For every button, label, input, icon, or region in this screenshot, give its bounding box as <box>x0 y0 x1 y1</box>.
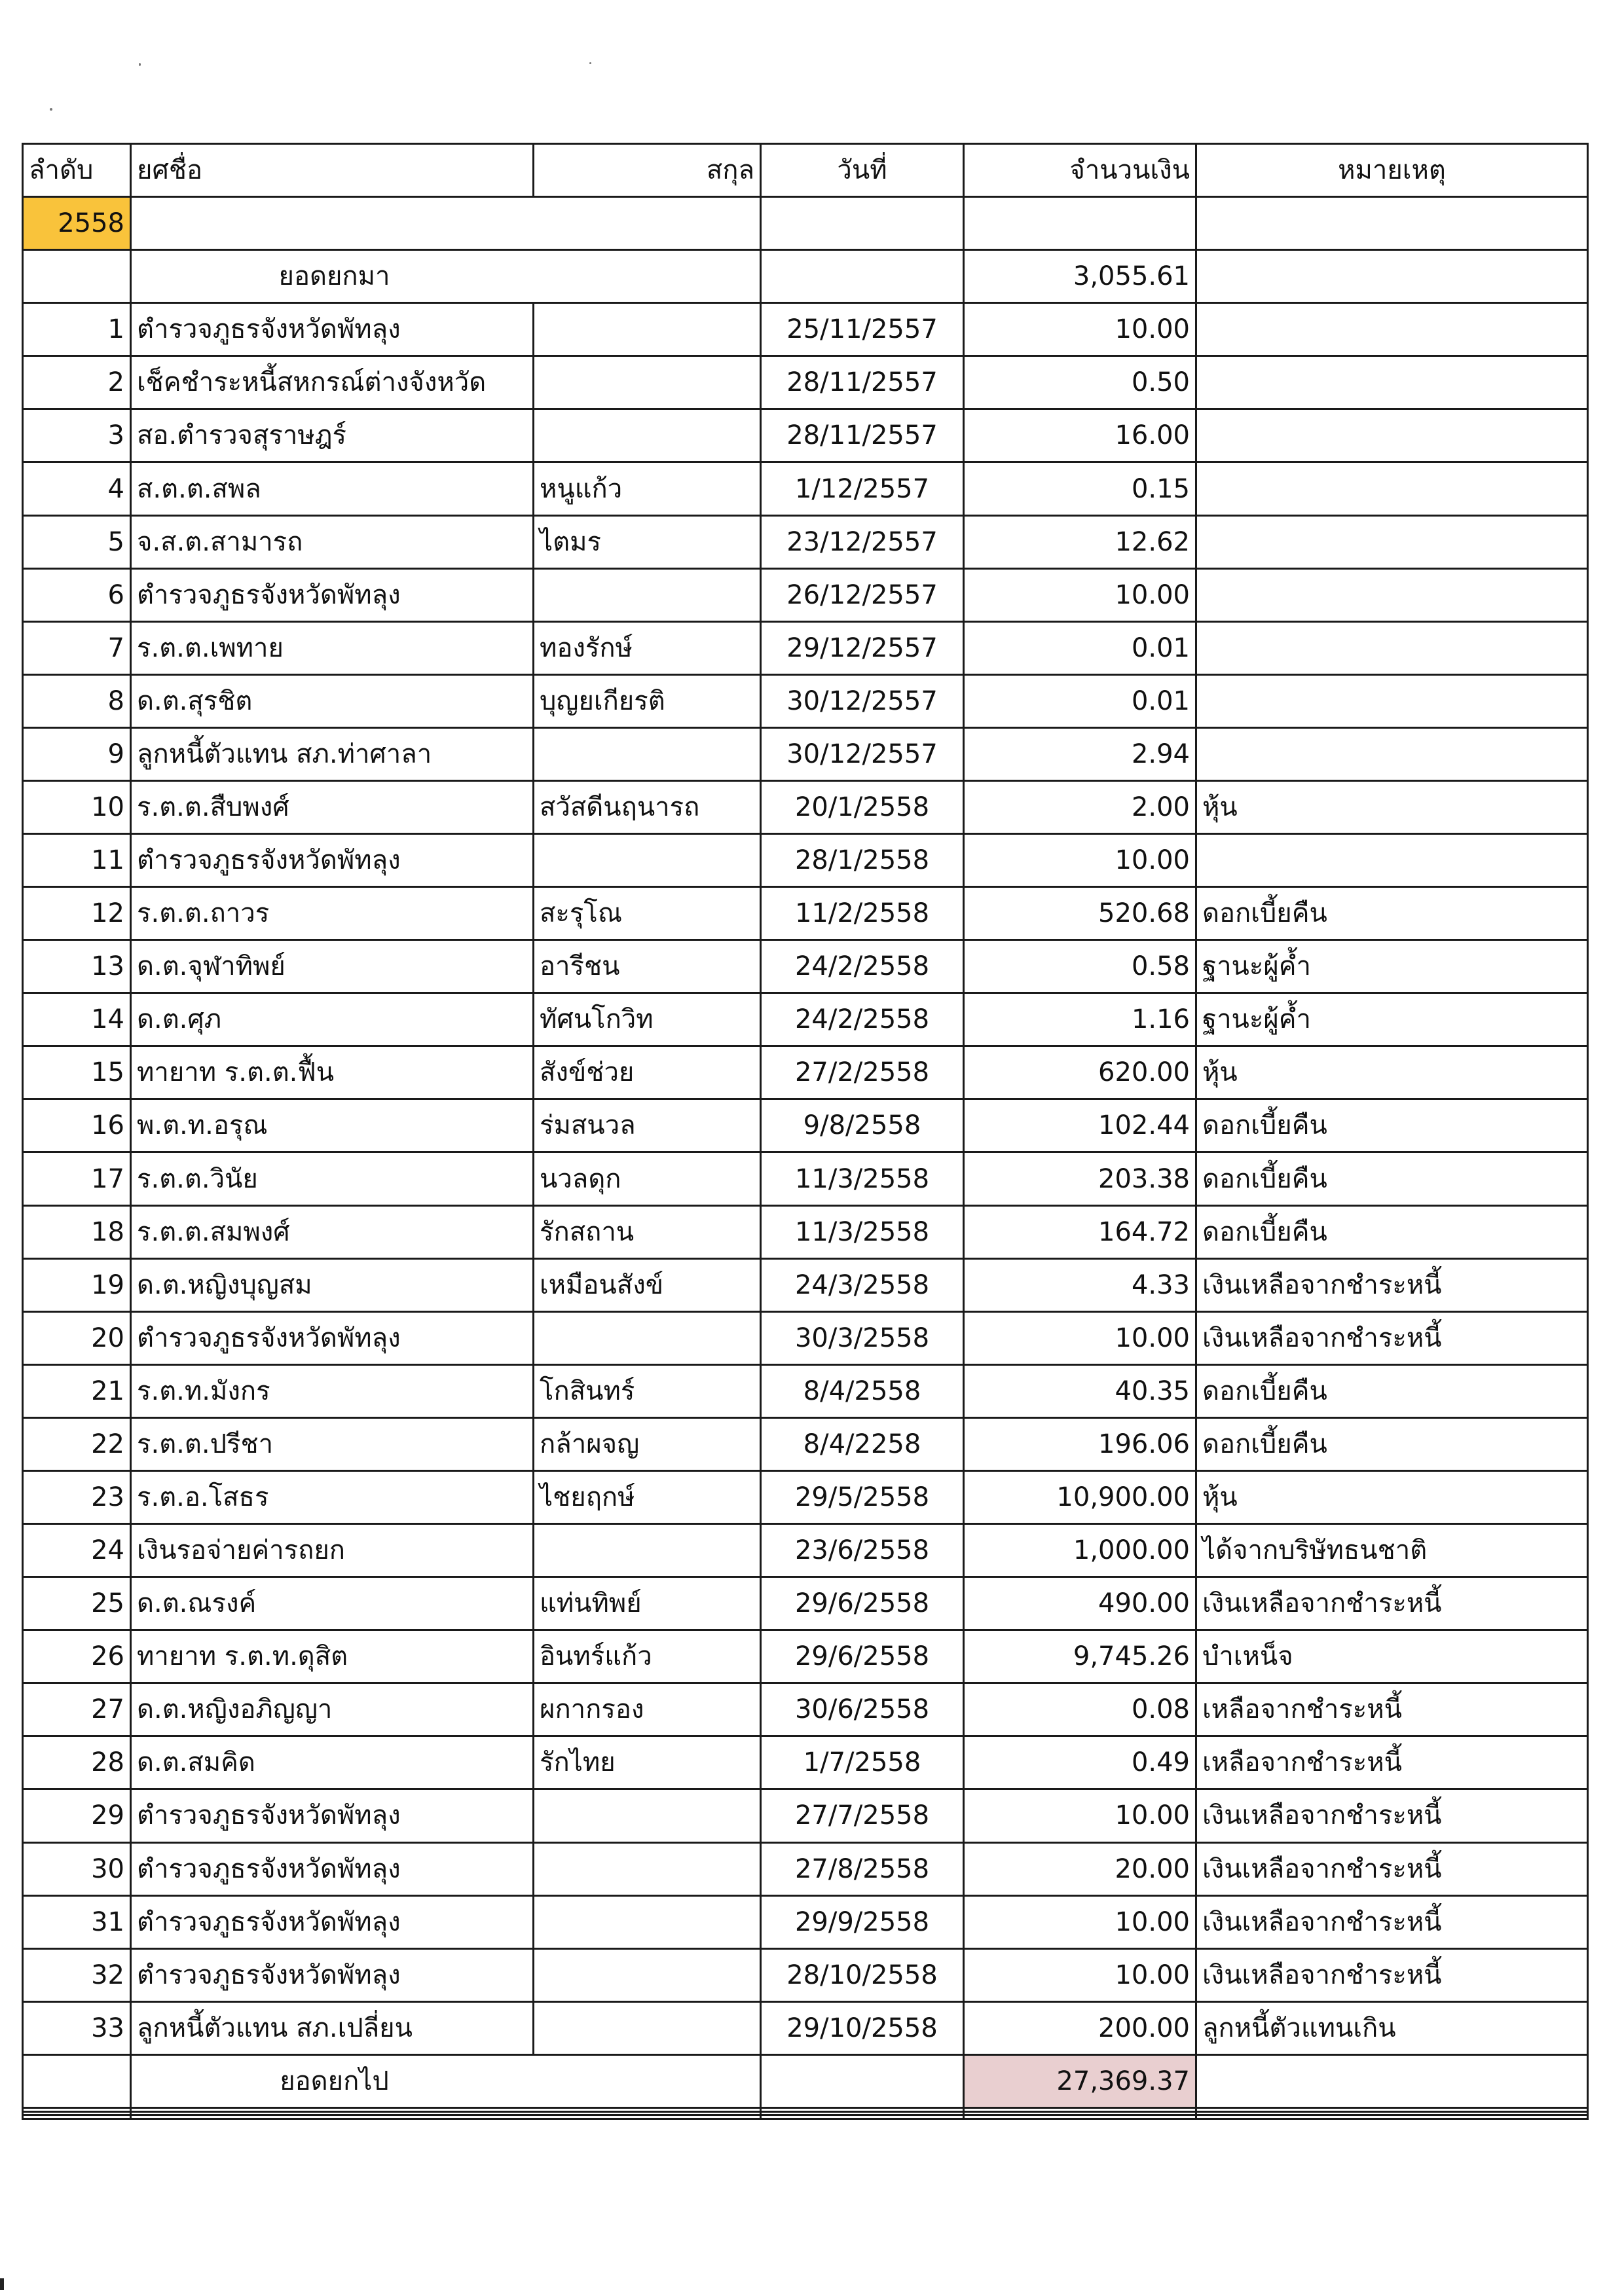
row-surname: ทัศนโกวิท <box>534 993 761 1046</box>
carried-out-amount: 27,369.37 <box>964 2054 1196 2107</box>
blank-no <box>23 2115 131 2119</box>
row-no: 21 <box>23 1364 131 1417</box>
row-amount: 12.62 <box>964 515 1196 568</box>
row-name: ตำรวจภูธรจังหวัดพัทลุง <box>131 1842 534 1895</box>
row-surname <box>534 568 761 621</box>
scan-speck <box>139 63 141 66</box>
row-note: ฐานะผู้ค้ำ <box>1196 993 1588 1046</box>
row-surname <box>534 409 761 462</box>
row-name: ร.ต.ต.สมพงศ์ <box>131 1205 534 1258</box>
row-name: ทายาท ร.ต.ท.ดุสิต <box>131 1630 534 1683</box>
row-date: 30/3/2558 <box>761 1311 964 1364</box>
row-no: 25 <box>23 1577 131 1630</box>
row-date: 29/6/2558 <box>761 1577 964 1630</box>
table-row <box>23 1046 1588 1099</box>
table-row <box>23 993 1588 1046</box>
row-date: 11/3/2558 <box>761 1152 964 1205</box>
row-no: 9 <box>23 727 131 780</box>
blank-amount <box>964 2115 1196 2119</box>
row-note <box>1196 303 1588 356</box>
row-amount: 10,900.00 <box>964 1470 1196 1523</box>
row-name: ร.ต.ท.มังกร <box>131 1364 534 1417</box>
row-name: ตำรวจภูธรจังหวัดพัทลุง <box>131 568 534 621</box>
row-date: 29/6/2558 <box>761 1630 964 1683</box>
row-surname: แท่นทิพย์ <box>534 1577 761 1630</box>
table-row <box>23 1524 1588 1577</box>
row-amount: 4.33 <box>964 1258 1196 1311</box>
row-name: ด.ต.ศุภ <box>131 993 534 1046</box>
table-row <box>23 409 1588 462</box>
row-date: 24/2/2558 <box>761 940 964 993</box>
carried-out-no <box>23 2054 131 2107</box>
row-no: 12 <box>23 887 131 940</box>
row-name: ด.ต.หญิงอภิญญา <box>131 1683 534 1736</box>
year-row-amount <box>964 197 1196 250</box>
row-amount: 0.01 <box>964 674 1196 727</box>
row-amount: 620.00 <box>964 1046 1196 1099</box>
row-date: 23/6/2558 <box>761 1524 964 1577</box>
table-row <box>23 727 1588 780</box>
row-date: 25/11/2557 <box>761 303 964 356</box>
row-surname <box>534 727 761 780</box>
row-surname: นวลดุก <box>534 1152 761 1205</box>
row-date: 29/5/2558 <box>761 1470 964 1523</box>
row-date: 8/4/2258 <box>761 1417 964 1470</box>
row-amount: 0.50 <box>964 356 1196 409</box>
scan-speck <box>50 108 52 111</box>
row-date: 20/1/2558 <box>761 780 964 833</box>
row-no: 5 <box>23 515 131 568</box>
row-note: เหลือจากชำระหนี้ <box>1196 1736 1588 1789</box>
row-surname <box>534 1895 761 1948</box>
row-surname <box>534 834 761 887</box>
row-no: 28 <box>23 1736 131 1789</box>
table-row <box>23 1152 1588 1205</box>
row-date: 29/12/2557 <box>761 621 964 674</box>
row-date: 8/4/2558 <box>761 1364 964 1417</box>
row-surname <box>534 1524 761 1577</box>
row-note: ดอกเบี้ยคืน <box>1196 1152 1588 1205</box>
row-amount: 2.94 <box>964 727 1196 780</box>
row-no: 10 <box>23 780 131 833</box>
blank-note <box>1196 2115 1588 2119</box>
carried-in-label: ยอดยกมา <box>131 250 761 303</box>
row-surname: หนูแก้ว <box>534 462 761 515</box>
table-row <box>23 1099 1588 1152</box>
table-row <box>23 1736 1588 1789</box>
year-row <box>23 197 1588 250</box>
row-surname: กล้าผจญ <box>534 1417 761 1470</box>
row-name: ลูกหนี้ตัวแทน สภ.เปลี่ยน <box>131 2001 534 2054</box>
row-name: เงินรอจ่ายค่ารถยก <box>131 1524 534 1577</box>
row-name: ด.ต.สมคิด <box>131 1736 534 1789</box>
row-note: ดอกเบี้ยคืน <box>1196 1099 1588 1152</box>
row-surname: รักสถาน <box>534 1205 761 1258</box>
table-row <box>23 1364 1588 1417</box>
row-no: 26 <box>23 1630 131 1683</box>
row-surname <box>534 356 761 409</box>
row-no: 16 <box>23 1099 131 1152</box>
table-row <box>23 356 1588 409</box>
row-name: ตำรวจภูธรจังหวัดพัทลุง <box>131 1311 534 1364</box>
row-amount: 10.00 <box>964 568 1196 621</box>
row-date: 27/7/2558 <box>761 1789 964 1842</box>
row-amount: 0.08 <box>964 1683 1196 1736</box>
table-row <box>23 1948 1588 2001</box>
row-no: 18 <box>23 1205 131 1258</box>
row-no: 20 <box>23 1311 131 1364</box>
row-surname: อินทร์แก้ว <box>534 1630 761 1683</box>
row-amount: 102.44 <box>964 1099 1196 1152</box>
row-name: ตำรวจภูธรจังหวัดพัทลุง <box>131 834 534 887</box>
row-note <box>1196 621 1588 674</box>
carried-out-row <box>23 2054 1588 2107</box>
header-name: ยศชื่อ <box>131 144 534 197</box>
row-date: 28/11/2557 <box>761 356 964 409</box>
row-no: 27 <box>23 1683 131 1736</box>
row-amount: 2.00 <box>964 780 1196 833</box>
table-row <box>23 1789 1588 1842</box>
carried-in-date <box>761 250 964 303</box>
row-surname: รักไทย <box>534 1736 761 1789</box>
table-row <box>23 887 1588 940</box>
table-row <box>23 1417 1588 1470</box>
table-row <box>23 1683 1588 1736</box>
row-note: ดอกเบี้ยคืน <box>1196 1417 1588 1470</box>
row-amount: 20.00 <box>964 1842 1196 1895</box>
row-note: ได้จากบริษัทธนชาติ <box>1196 1524 1588 1577</box>
row-date: 30/12/2557 <box>761 674 964 727</box>
row-name: ร.ต.อ.โสธร <box>131 1470 534 1523</box>
table-row <box>23 674 1588 727</box>
row-name: ร.ต.ต.เพทาย <box>131 621 534 674</box>
table-row <box>23 940 1588 993</box>
row-name: สอ.ตำรวจสุราษฎร์ <box>131 409 534 462</box>
row-note: หุ้น <box>1196 780 1588 833</box>
row-no: 31 <box>23 1895 131 1948</box>
header-amount: จำนวนเงิน <box>964 144 1196 197</box>
row-note: บำเหน็จ <box>1196 1630 1588 1683</box>
header-note: หมายเหตุ <box>1196 144 1588 197</box>
row-surname <box>534 1789 761 1842</box>
row-no: 17 <box>23 1152 131 1205</box>
table-row <box>23 303 1588 356</box>
year-row-name <box>131 197 761 250</box>
row-note: ดอกเบี้ยคืน <box>1196 1364 1588 1417</box>
row-amount: 200.00 <box>964 2001 1196 2054</box>
row-surname: สะรุโณ <box>534 887 761 940</box>
row-note: ฐานะผู้ค้ำ <box>1196 940 1588 993</box>
row-surname <box>534 1842 761 1895</box>
row-name: ร.ต.ต.วินัย <box>131 1152 534 1205</box>
row-amount: 10.00 <box>964 1311 1196 1364</box>
row-date: 9/8/2558 <box>761 1099 964 1152</box>
row-no: 11 <box>23 834 131 887</box>
row-no: 1 <box>23 303 131 356</box>
row-amount: 16.00 <box>964 409 1196 462</box>
row-amount: 196.06 <box>964 1417 1196 1470</box>
row-date: 1/12/2557 <box>761 462 964 515</box>
row-no: 14 <box>23 993 131 1046</box>
header-surname: สกุล <box>534 144 761 197</box>
row-note: เงินเหลือจากชำระหนี้ <box>1196 1577 1588 1630</box>
row-no: 2 <box>23 356 131 409</box>
row-no: 32 <box>23 1948 131 2001</box>
row-amount: 1,000.00 <box>964 1524 1196 1577</box>
row-name: ตำรวจภูธรจังหวัดพัทลุง <box>131 303 534 356</box>
row-note: ดอกเบี้ยคืน <box>1196 1205 1588 1258</box>
row-amount: 10.00 <box>964 1948 1196 2001</box>
row-no: 23 <box>23 1470 131 1523</box>
header-no: ลำดับ <box>23 144 131 197</box>
row-date: 29/9/2558 <box>761 1895 964 1948</box>
table-row <box>23 1842 1588 1895</box>
blank-row <box>23 2115 1588 2119</box>
row-surname: ทองรักษ์ <box>534 621 761 674</box>
row-no: 24 <box>23 1524 131 1577</box>
row-date: 28/1/2558 <box>761 834 964 887</box>
row-note: ลูกหนี้ตัวแทนเกิน <box>1196 2001 1588 2054</box>
row-note: หุ้น <box>1196 1470 1588 1523</box>
row-note <box>1196 515 1588 568</box>
row-amount: 10.00 <box>964 303 1196 356</box>
row-date: 27/8/2558 <box>761 1842 964 1895</box>
row-date: 30/6/2558 <box>761 1683 964 1736</box>
row-note: เงินเหลือจากชำระหนี้ <box>1196 1258 1588 1311</box>
row-date: 28/10/2558 <box>761 1948 964 2001</box>
row-amount: 0.01 <box>964 621 1196 674</box>
row-no: 29 <box>23 1789 131 1842</box>
carried-out-label: ยอดยกไป <box>131 2054 761 2107</box>
table-row <box>23 568 1588 621</box>
row-no: 8 <box>23 674 131 727</box>
row-amount: 10.00 <box>964 834 1196 887</box>
row-name: ด.ต.จุฬาทิพย์ <box>131 940 534 993</box>
blank-date <box>761 2115 964 2119</box>
row-date: 1/7/2558 <box>761 1736 964 1789</box>
blank-name <box>131 2115 761 2119</box>
table-row <box>23 462 1588 515</box>
row-no: 3 <box>23 409 131 462</box>
row-no: 30 <box>23 1842 131 1895</box>
row-no: 7 <box>23 621 131 674</box>
row-amount: 0.49 <box>964 1736 1196 1789</box>
table-row <box>23 515 1588 568</box>
year-cell: 2558 <box>23 197 131 250</box>
row-date: 24/2/2558 <box>761 993 964 1046</box>
row-surname <box>534 1311 761 1364</box>
row-amount: 10.00 <box>964 1895 1196 1948</box>
row-surname <box>534 303 761 356</box>
row-note <box>1196 409 1588 462</box>
row-surname: โกสินทร์ <box>534 1364 761 1417</box>
table-row <box>23 621 1588 674</box>
row-no: 33 <box>23 2001 131 2054</box>
row-date: 27/2/2558 <box>761 1046 964 1099</box>
header-date: วันที่ <box>761 144 964 197</box>
row-amount: 10.00 <box>964 1789 1196 1842</box>
row-no: 19 <box>23 1258 131 1311</box>
row-note: เงินเหลือจากชำระหนี้ <box>1196 1842 1588 1895</box>
ledger-sheet <box>22 143 1587 2120</box>
row-date: 23/12/2557 <box>761 515 964 568</box>
row-surname: เหมือนสังข์ <box>534 1258 761 1311</box>
row-name: ร.ต.ต.ปรีชา <box>131 1417 534 1470</box>
table-row <box>23 1895 1588 1948</box>
table-row <box>23 1258 1588 1311</box>
row-name: ด.ต.ณรงค์ <box>131 1577 534 1630</box>
row-amount: 0.58 <box>964 940 1196 993</box>
table-row <box>23 1205 1588 1258</box>
row-amount: 1.16 <box>964 993 1196 1046</box>
row-name: ร.ต.ต.ถาวร <box>131 887 534 940</box>
row-name: เช็คชำระหนี้สหกรณ์ต่างจังหวัด <box>131 356 534 409</box>
carried-in-no <box>23 250 131 303</box>
scan-edge-mark <box>0 2278 4 2290</box>
row-no: 15 <box>23 1046 131 1099</box>
row-amount: 164.72 <box>964 1205 1196 1258</box>
table-row <box>23 1630 1588 1683</box>
row-name: พ.ต.ท.อรุณ <box>131 1099 534 1152</box>
row-name: ตำรวจภูธรจังหวัดพัทลุง <box>131 1895 534 1948</box>
row-surname: ผกากรอง <box>534 1683 761 1736</box>
year-row-note <box>1196 197 1588 250</box>
row-date: 11/2/2558 <box>761 887 964 940</box>
row-date: 29/10/2558 <box>761 2001 964 2054</box>
row-note <box>1196 834 1588 887</box>
scan-speck <box>589 62 591 64</box>
row-name: ทายาท ร.ต.ต.ฟื้น <box>131 1046 534 1099</box>
row-note <box>1196 568 1588 621</box>
row-no: 22 <box>23 1417 131 1470</box>
table-row <box>23 1577 1588 1630</box>
header-row <box>23 144 1588 197</box>
row-name: ด.ต.สุรชิต <box>131 674 534 727</box>
carried-out-date <box>761 2054 964 2107</box>
row-note <box>1196 462 1588 515</box>
table-row <box>23 2001 1588 2054</box>
row-note: เงินเหลือจากชำระหนี้ <box>1196 1895 1588 1948</box>
row-surname: อารีชน <box>534 940 761 993</box>
table-row <box>23 780 1588 833</box>
row-surname: ไชยฤกษ์ <box>534 1470 761 1523</box>
row-date: 26/12/2557 <box>761 568 964 621</box>
year-row-date <box>761 197 964 250</box>
row-amount: 40.35 <box>964 1364 1196 1417</box>
carried-in-note <box>1196 250 1588 303</box>
row-note: เงินเหลือจากชำระหนี้ <box>1196 1789 1588 1842</box>
carried-in-row <box>23 250 1588 303</box>
row-date: 11/3/2558 <box>761 1205 964 1258</box>
row-note: ดอกเบี้ยคืน <box>1196 887 1588 940</box>
row-surname <box>534 1948 761 2001</box>
row-note: เงินเหลือจากชำระหนี้ <box>1196 1948 1588 2001</box>
row-amount: 0.15 <box>964 462 1196 515</box>
row-note <box>1196 727 1588 780</box>
table-row <box>23 834 1588 887</box>
row-name: ตำรวจภูธรจังหวัดพัทลุง <box>131 1948 534 2001</box>
row-surname <box>534 2001 761 2054</box>
carried-in-amount: 3,055.61 <box>964 250 1196 303</box>
row-date: 30/12/2557 <box>761 727 964 780</box>
row-no: 13 <box>23 940 131 993</box>
row-date: 28/11/2557 <box>761 409 964 462</box>
table-row <box>23 1311 1588 1364</box>
row-no: 4 <box>23 462 131 515</box>
row-date: 24/3/2558 <box>761 1258 964 1311</box>
row-amount: 9,745.26 <box>964 1630 1196 1683</box>
row-name: ร.ต.ต.สืบพงศ์ <box>131 780 534 833</box>
row-amount: 490.00 <box>964 1577 1196 1630</box>
row-name: ด.ต.หญิงบุญสม <box>131 1258 534 1311</box>
ledger-table <box>22 143 1589 2120</box>
row-name: ส.ต.ต.สพล <box>131 462 534 515</box>
row-amount: 520.68 <box>964 887 1196 940</box>
row-name: ตำรวจภูธรจังหวัดพัทลุง <box>131 1789 534 1842</box>
row-surname: ไตมร <box>534 515 761 568</box>
row-no: 6 <box>23 568 131 621</box>
table-row <box>23 1470 1588 1523</box>
row-note <box>1196 674 1588 727</box>
row-surname: สังข์ช่วย <box>534 1046 761 1099</box>
row-surname: สวัสดีนฤนารถ <box>534 780 761 833</box>
carried-out-note <box>1196 2054 1588 2107</box>
row-note: เงินเหลือจากชำระหนี้ <box>1196 1311 1588 1364</box>
row-surname: บุญยเกียรติ <box>534 674 761 727</box>
row-name: ลูกหนี้ตัวแทน สภ.ท่าศาลา <box>131 727 534 780</box>
row-note <box>1196 356 1588 409</box>
row-note: หุ้น <box>1196 1046 1588 1099</box>
row-surname: ร่มสนวล <box>534 1099 761 1152</box>
row-name: จ.ส.ต.สามารถ <box>131 515 534 568</box>
row-amount: 203.38 <box>964 1152 1196 1205</box>
row-note: เหลือจากชำระหนี้ <box>1196 1683 1588 1736</box>
